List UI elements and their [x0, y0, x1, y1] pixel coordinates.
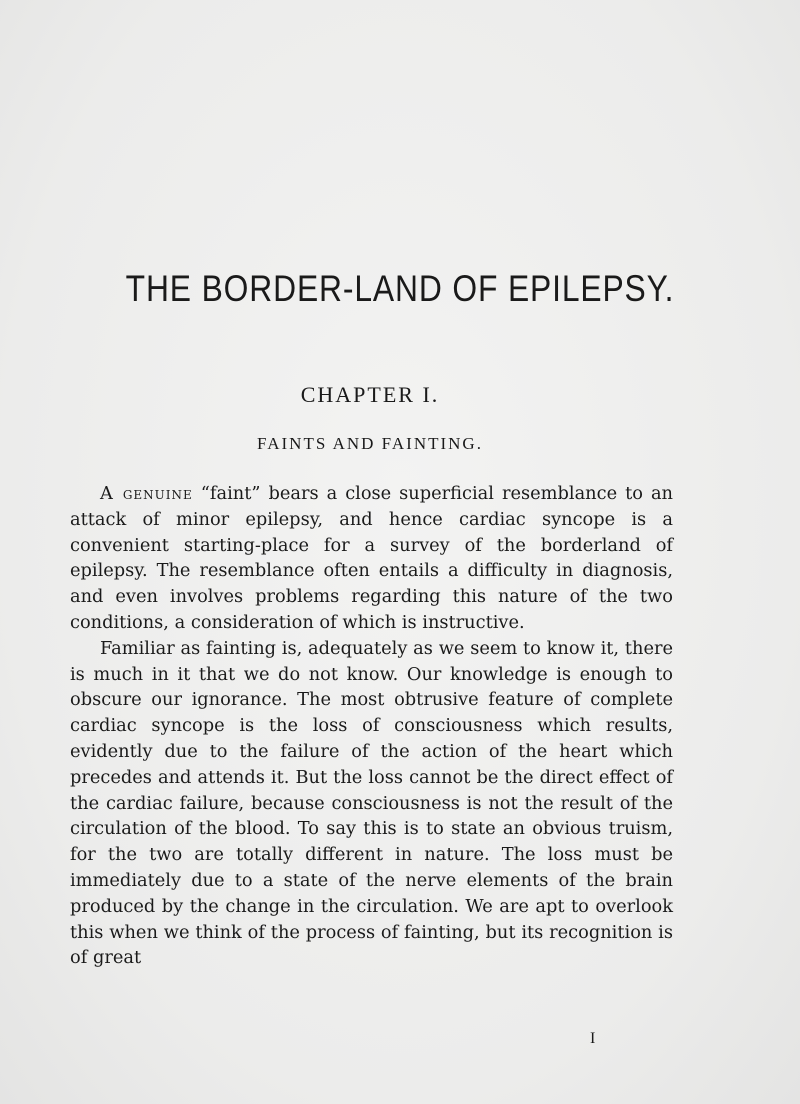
book-title: THE BORDER-LAND OF EPILEPSY.: [125, 268, 675, 309]
paragraph-text: “faint” bears a close superficial resemblance to an attack of minor epilepsy, and hence cardiac syncope is a convenient starting-place for a survey of the borderland of epilepsy. The resemblance often entails a difficulty in diagnosis, and even involves problems regarding this nature of the two conditions, a consideration of which is instructive.: [70, 483, 673, 633]
paragraph-text: Familiar as fainting is, adequately as we seem to know it, there is much in it that we do not know. Our knowledge is enough to obscure our ignorance. The most obtrusive feature of complete cardiac syncope is the loss of consciousness which results, evidently due to the failure of the action of the heart which precedes and attends it. But the loss cannot be the direct effect of the cardiac failure, because consciousness is not the result of the circulation of the blood. To say this is to state an obvious truism, for the two are totally different in nature. The loss must be immediately due to a state of the nerve elements of the brain produced by the change in the circulation. We are apt to overlook this when we think of the process of fainting, but its recognition is of great: [70, 637, 673, 969]
chapter-title: FAINTS AND FAINTING.: [257, 434, 483, 453]
paragraph-lead: A genuine: [100, 483, 193, 504]
chapter-number: CHAPTER I.: [300, 382, 440, 407]
paragraph: [70, 481, 673, 636]
paragraph: [70, 636, 673, 971]
body-text: [70, 481, 673, 971]
page-number: I: [590, 1030, 596, 1047]
